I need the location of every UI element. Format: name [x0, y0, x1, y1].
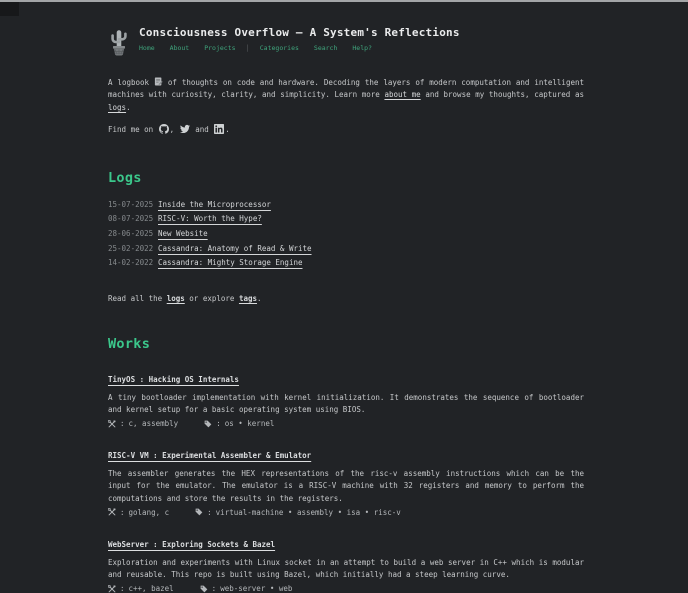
find-me-text: and: [190, 124, 214, 134]
log-link[interactable]: RISC-V: Worth the Hype?: [158, 214, 262, 224]
about-me-link[interactable]: about me: [384, 90, 421, 100]
project-tinyos: [108, 367, 584, 428]
viewport-top-line: [0, 0, 688, 2]
intro-paragraph: [108, 77, 584, 114]
log-entry: [108, 229, 584, 244]
nav-divider: |: [245, 44, 250, 52]
project-title-link[interactable]: WebServer : Exploring Sockets & Bazel: [108, 539, 276, 549]
tags-colon: :: [207, 507, 212, 517]
logs-footer-text: Read all the: [108, 293, 167, 303]
tools-group: [108, 584, 174, 593]
project-description: The assembler generates the HEX representations of the risc-v assembly instructions which can be the input for the emulator. The emulator is a RISC-V machine with 32 registers and memory to perform the computations and store the results in the registers.: [108, 469, 584, 503]
tags-group: [200, 584, 293, 593]
tags-group: [195, 508, 401, 517]
log-entry: [108, 200, 584, 215]
tools-colon: :: [120, 507, 125, 517]
tags-link[interactable]: tags: [238, 293, 258, 303]
find-me-text: ,: [169, 124, 179, 134]
nav-item-help[interactable]: Help?: [352, 44, 372, 52]
tags-value: virtual-machine • assembly • isa • risc-v: [215, 507, 401, 517]
tools-icon: [108, 420, 116, 428]
corner-artifact: [0, 2, 19, 16]
tools-icon: [108, 508, 116, 516]
log-entry: [108, 214, 584, 229]
log-entry: [108, 258, 584, 273]
twitter-icon[interactable]: [180, 124, 190, 134]
log-link[interactable]: New Website: [158, 229, 208, 239]
intro-text: of thoughts on code and hardware. Decoding the layers of modern computation and intelligent machines with curiosity, clarity, and simplicity. Learn more: [108, 78, 585, 100]
tools-colon: :: [120, 419, 125, 429]
project-riscv-vm: [108, 443, 584, 517]
logs-section: [108, 170, 584, 303]
site-title: Consciousness Overflow — A System's Reflections: [139, 26, 460, 39]
page-content: [108, 26, 584, 593]
find-me-line: [108, 124, 584, 134]
tools-value: golang, c: [128, 507, 170, 517]
log-link[interactable]: Inside the Microprocessor: [158, 199, 271, 209]
project-webserver: [108, 532, 584, 593]
tag-icon: [200, 585, 208, 593]
logs-footer: [108, 294, 584, 303]
tags-colon: :: [216, 419, 221, 429]
nav-item-home[interactable]: Home: [139, 44, 155, 52]
linkedin-icon[interactable]: [214, 124, 224, 134]
nav-item-projects[interactable]: Projects: [204, 44, 236, 52]
logs-heading: Logs: [108, 169, 142, 186]
tags-colon: :: [211, 584, 217, 593]
tools-group: [108, 419, 178, 428]
tools-icon: [108, 585, 116, 593]
works-section: [108, 336, 584, 593]
tags-value: web-server • web: [220, 584, 293, 593]
tag-icon: [195, 508, 203, 516]
log-date: 25-02-2022: [108, 243, 154, 253]
find-me-text: Find me on: [108, 124, 158, 134]
project-meta: [108, 584, 584, 593]
log-date: 08-07-2025: [108, 214, 154, 224]
tags-value: os • kernel: [224, 419, 275, 429]
main-nav: [139, 44, 460, 52]
log-link[interactable]: Cassandra: Anatomy of Read & Write: [158, 243, 312, 253]
intro-text: and browse my thoughts, captured as: [420, 90, 584, 100]
works-heading: Works: [108, 335, 151, 352]
nav-item-categories[interactable]: Categories: [259, 44, 299, 52]
nav-item-search[interactable]: Search: [313, 44, 338, 52]
logs-footer-text: or explore: [184, 293, 239, 303]
project-title-link[interactable]: TinyOS : Hacking OS Internals: [108, 374, 239, 384]
tools-value: c++, bazel: [128, 584, 174, 593]
nav-item-about[interactable]: About: [169, 44, 190, 52]
intro-text: .: [126, 102, 131, 112]
project-meta: [108, 508, 584, 517]
intro-text: A logbook: [108, 78, 154, 87]
find-me-text: .: [225, 124, 230, 134]
memo-icon: [154, 77, 163, 86]
project-description: Exploration and experiments with Linux socket in an attempt to build a web server in C++ which is modular and reusable. This repo is built using Bazel, which initially had a steep learning curve.: [108, 557, 584, 580]
header-text-block: [139, 26, 460, 56]
project-title-link[interactable]: RISC-V VM : Experimental Assembler & Emulator: [108, 451, 312, 461]
github-icon[interactable]: [159, 124, 169, 134]
tools-group: [108, 508, 169, 517]
tools-colon: :: [120, 584, 125, 593]
tools-value: c, assembly: [128, 419, 179, 429]
logs-inline-link[interactable]: logs: [108, 102, 127, 112]
log-entry: [108, 244, 584, 259]
logs-footer-text: .: [257, 293, 262, 303]
project-meta: [108, 419, 584, 428]
log-date: 15-07-2025: [108, 199, 154, 209]
log-list: [108, 200, 584, 273]
log-date: 14-02-2022: [108, 258, 154, 268]
site-header: [108, 26, 584, 56]
tag-icon: [204, 420, 212, 428]
all-logs-link[interactable]: logs: [166, 293, 185, 303]
log-link[interactable]: Cassandra: Mighty Storage Engine: [158, 258, 303, 268]
cactus-icon: [108, 28, 130, 56]
project-description: A tiny bootloader implementation with kernel initialization. It demonstrates the sequence of bootloader and kernel setup for a basic operating system using BIOS.: [108, 392, 584, 415]
log-date: 28-06-2025: [108, 229, 154, 239]
tags-group: [204, 419, 274, 428]
